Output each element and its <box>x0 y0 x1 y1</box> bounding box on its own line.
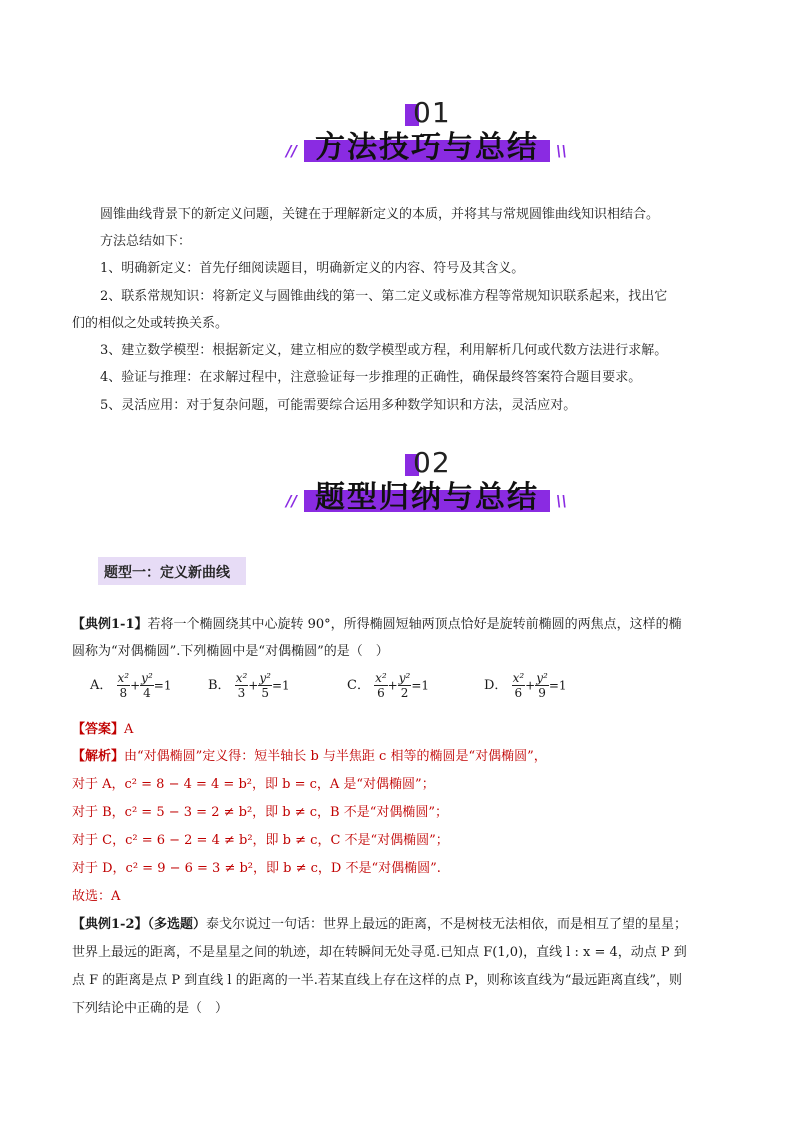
answer-label: 【答案】 <box>72 722 125 737</box>
fraction: $\frac{\text{x²}}{6}$ <box>512 671 525 700</box>
section-number: 01 <box>413 96 451 129</box>
method-item-4: 4、验证与推理：在求解过程中，注意验证每一步推理的正确性，确保最终答案符合题目要求。 <box>100 370 642 385</box>
example-text: 若将一个椭圆绕其中心旋转 90°，所得椭圆短轴两顶点恰好是旋转前椭圆的两焦点，这样的椭 <box>147 617 682 632</box>
answer-line <box>72 716 732 743</box>
example-label: 【典例1-1】 <box>72 617 148 632</box>
option-c: C． $\frac{\text{x²}}{6}$ + $\frac{\text{y²}}{2}$ =1 <box>347 671 430 700</box>
section-title: 方法技巧与总结 <box>315 130 539 165</box>
option-letter: D． <box>484 678 508 693</box>
method-item-5: 5、灵活应用：对于复杂问题，可能需要综合运用多种数学知识和方法，灵活应对。 <box>100 398 577 413</box>
analysis-option-c: 对于 C，c² = 6 − 2 = 4 ≠ b²，即 b ≠ c，C 不是“对偶椭圆”； <box>72 833 449 848</box>
example-label: 【典例1-2】 <box>72 917 148 932</box>
section-header-2 <box>0 446 794 520</box>
topic-tag: 题型一：定义新曲线 <box>104 565 230 581</box>
analysis-label: 【解析】 <box>72 749 125 764</box>
analysis-option-b: 对于 B，c² = 5 − 3 = 2 ≠ b²，即 b ≠ c，B 不是“对偶椭圆”； <box>72 805 449 820</box>
option-b: B． $\frac{\text{x²}}{3}$ + $\frac{\text{y²}}{5}$ =1 <box>208 671 290 700</box>
example-1-2-line4: 下列结论中正确的是（ ） <box>72 1001 229 1016</box>
analysis-text: 由“对偶椭圆”定义得：短半轴长 b 与半焦距 c 相等的椭圆是“对偶椭圆”， <box>124 749 547 764</box>
example-1-2-line2: 世界上最远的距离，不是星星之间的轨迹，却在转瞬间无处寻觅.已知点 F(1,0)，直线 l : x = 4，动点 P 到 <box>72 945 687 960</box>
method-item-3: 3、建立数学模型：根据新定义，建立相应的数学模型或方程，利用解析几何或代数方法进行求解。 <box>100 343 668 358</box>
method-item-2: 2、联系常规知识：将新定义与圆锥曲线的第一、第二定义或标准方程等常规知识联系起来，找出它 <box>100 289 668 304</box>
example-1-1-line1 <box>72 611 732 638</box>
section-title: 题型归纳与总结 <box>315 480 539 515</box>
choose-answer: 故选：A <box>72 889 121 904</box>
option-letter: A． <box>90 678 113 693</box>
option-letter: B． <box>208 678 231 693</box>
slash-left-decoration: // <box>286 142 297 160</box>
intro-paragraph: 圆锥曲线背景下的新定义问题，关键在于理解新定义的本质，并将其与常规圆锥曲线知识相结合。 <box>100 207 660 222</box>
slash-right-decoration: \\ <box>556 492 567 510</box>
fraction: $\frac{\text{x²}}{6}$ <box>375 671 387 700</box>
section-number: 02 <box>413 446 451 479</box>
fraction: $\frac{\text{x²}}{3}$ <box>235 671 248 700</box>
slash-right-decoration: \\ <box>556 142 567 160</box>
fraction: $\frac{\text{y²}}{2}$ <box>398 671 411 700</box>
example-1-2-line1 <box>72 911 732 938</box>
section-header-1 <box>0 96 794 170</box>
fraction: $\frac{\text{y²}}{5}$ <box>259 671 271 700</box>
analysis-option-d: 对于 D，c² = 9 − 6 = 3 ≠ b²，即 b ≠ c，D 不是“对偶椭圆”. <box>72 861 441 876</box>
analysis-option-a: 对于 A，c² = 8 − 4 = 4 = b²，即 b = c，A 是“对偶椭圆”； <box>72 777 435 792</box>
analysis-line <box>72 743 732 770</box>
example-1-2-line3: 点 F 的距离是点 P 到直线 l 的距离的一半.若某直线上存在这样的点 P，则称该直线为“最远距离直线”，则 <box>72 973 683 988</box>
option-d: D． $\frac{\text{x²}}{6}$ + $\frac{\text{y²}}{9}$ =1 <box>484 671 567 700</box>
method-item-2-cont: 们的相似之处或转换关系。 <box>72 316 229 331</box>
option-a: A． $\frac{\text{x²}}{8}$ + $\frac{\text{y²}}{4}$ =1 <box>90 671 172 700</box>
answer-value: A <box>124 722 134 737</box>
fraction: $\frac{\text{y²}}{4}$ <box>141 671 153 700</box>
slash-left-decoration: // <box>286 492 297 510</box>
fraction: $\frac{\text{x²}}{8}$ <box>117 671 130 700</box>
multi-select-tag: （多选题） <box>147 917 207 932</box>
example-text: 泰戈尔说过一句话：世界上最远的距离，不是树枝无法相依，而是相互了望的星星； <box>206 917 688 932</box>
option-letter: C． <box>347 678 370 693</box>
method-summary-heading: 方法总结如下： <box>100 234 192 249</box>
example-1-1-line2: 圆称为“对偶椭圆”.下列椭圆中是“对偶椭圆”的是（ ） <box>72 644 389 659</box>
method-item-1: 1、明确新定义：首先仔细阅读题目，明确新定义的内容、符号及其含义。 <box>100 261 525 276</box>
fraction: $\frac{\text{y²}}{9}$ <box>536 671 548 700</box>
